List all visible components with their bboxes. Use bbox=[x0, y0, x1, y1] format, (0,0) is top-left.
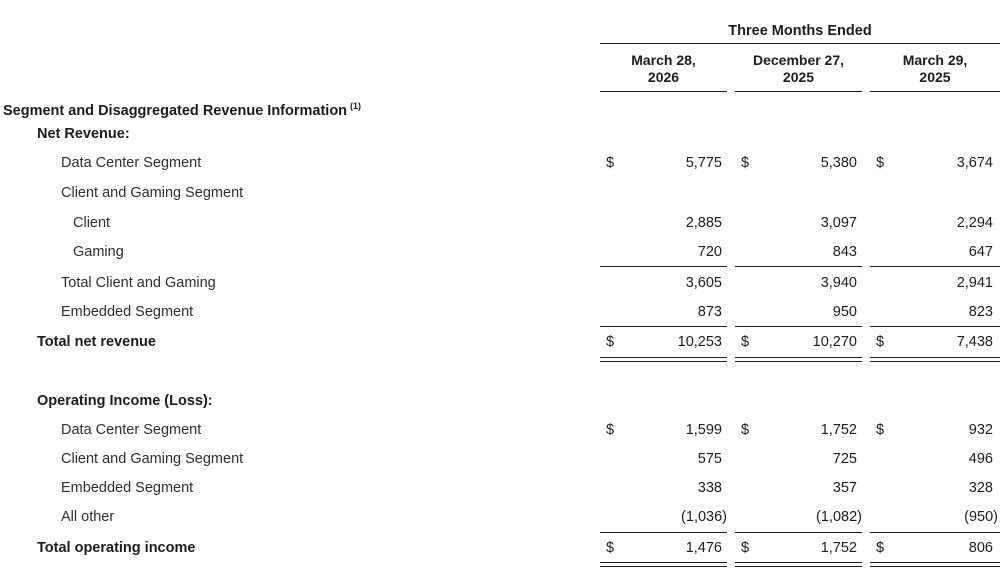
column-header-1 bbox=[600, 52, 727, 88]
total-double-rule bbox=[870, 562, 1000, 567]
subtotal-rule bbox=[735, 266, 862, 267]
currency-symbol: $ bbox=[876, 540, 885, 556]
table-row bbox=[0, 149, 1000, 178]
value-col-1: 720 bbox=[697, 244, 722, 260]
group-header-rule bbox=[600, 43, 1000, 44]
value-col-3: 806 bbox=[968, 540, 993, 556]
operating-income-heading: Operating Income (Loss): bbox=[37, 393, 213, 409]
row-label: Total Client and Gaming bbox=[61, 275, 216, 291]
currency-symbol: $ bbox=[876, 422, 885, 438]
table-row bbox=[0, 416, 1000, 445]
section-title-text: Segment and Disaggregated Revenue Information bbox=[3, 103, 348, 119]
section-footnote-ref: (1) bbox=[350, 101, 362, 111]
currency-symbol: $ bbox=[741, 422, 750, 438]
value-col-3: 823 bbox=[968, 304, 993, 320]
currency-symbol: $ bbox=[741, 334, 750, 350]
value-col-3: 2,941 bbox=[956, 275, 993, 291]
value-col-2: 10,270 bbox=[812, 334, 857, 350]
table-row bbox=[0, 534, 1000, 563]
column-header-1-line2: 2026 bbox=[647, 69, 680, 85]
value-col-2: 843 bbox=[832, 244, 857, 260]
value-col-2: 357 bbox=[832, 480, 857, 496]
table-row bbox=[0, 474, 1000, 503]
column-header-3 bbox=[870, 52, 1000, 88]
value-col-2: 725 bbox=[832, 451, 857, 467]
currency-symbol: $ bbox=[741, 540, 750, 556]
value-col-2: 950 bbox=[832, 304, 857, 320]
total-rule-top bbox=[870, 326, 1000, 327]
row-label: Embedded Segment bbox=[61, 480, 194, 496]
section-title-row bbox=[0, 92, 1000, 121]
value-col-1: 3,605 bbox=[685, 275, 722, 291]
value-col-1: 1,476 bbox=[685, 540, 722, 556]
client-gaming-heading-row bbox=[0, 179, 1000, 208]
total-double-rule bbox=[735, 562, 862, 567]
column-header-2-line1: December 27, bbox=[752, 52, 845, 68]
row-label: All other bbox=[61, 509, 115, 525]
currency-symbol: $ bbox=[876, 155, 885, 171]
row-label: Total operating income bbox=[37, 540, 196, 556]
currency-symbol: $ bbox=[606, 334, 615, 350]
column-header-3-line2: 2025 bbox=[919, 69, 951, 85]
currency-symbol: $ bbox=[606, 540, 615, 556]
value-col-1: 873 bbox=[697, 304, 722, 320]
value-col-1: 1,599 bbox=[685, 422, 722, 438]
row-label: Client and Gaming Segment bbox=[61, 451, 244, 467]
row-label: Data Center Segment bbox=[61, 422, 202, 438]
value-col-2: 3,097 bbox=[820, 215, 857, 231]
column-header-2-line2: 2025 bbox=[782, 69, 815, 85]
currency-symbol: $ bbox=[606, 422, 615, 438]
currency-symbol: $ bbox=[741, 155, 750, 171]
column-header-1-line1: March 28, bbox=[631, 52, 696, 68]
net-revenue-heading-row bbox=[0, 120, 1000, 149]
value-col-1: 5,775 bbox=[685, 155, 722, 171]
subtotal-rule bbox=[870, 266, 1000, 267]
value-col-3: 328 bbox=[968, 480, 993, 496]
value-col-2: 3,940 bbox=[820, 275, 857, 291]
total-rule-top bbox=[735, 326, 862, 327]
table-row bbox=[0, 445, 1000, 474]
value-col-2: 1,752 bbox=[820, 540, 857, 556]
group-header: Three Months Ended bbox=[728, 23, 872, 39]
value-col-1: 338 bbox=[697, 480, 722, 496]
table-row bbox=[0, 503, 1000, 532]
value-col-3: 496 bbox=[968, 451, 993, 467]
value-col-1: 10,253 bbox=[677, 334, 722, 350]
value-col-2: 1,752 bbox=[820, 422, 857, 438]
total-double-rule bbox=[600, 357, 727, 362]
table-row bbox=[0, 328, 1000, 357]
net-revenue-heading: Net Revenue: bbox=[37, 126, 130, 142]
value-col-3: 2,294 bbox=[956, 215, 993, 231]
value-col-1: 2,885 bbox=[685, 215, 722, 231]
total-rule-top bbox=[870, 532, 1000, 533]
row-label: Gaming bbox=[73, 244, 124, 260]
subtotal-rule bbox=[600, 266, 727, 267]
value-col-2: 5,380 bbox=[820, 155, 857, 171]
row-label: Total net revenue bbox=[37, 334, 156, 350]
column-header-3-line1: March 29, bbox=[902, 52, 968, 68]
table-row bbox=[0, 209, 1000, 238]
total-rule-top bbox=[735, 532, 862, 533]
total-double-rule bbox=[870, 357, 1000, 362]
currency-symbol: $ bbox=[606, 155, 615, 171]
total-rule-top bbox=[600, 532, 727, 533]
value-col-3: (950) bbox=[964, 509, 998, 525]
table-row bbox=[0, 238, 1000, 267]
operating-income-heading-row bbox=[0, 387, 1000, 416]
total-double-rule bbox=[735, 357, 862, 362]
row-label: Client bbox=[73, 215, 111, 231]
row-label: Client and Gaming Segment bbox=[61, 185, 244, 201]
row-label: Data Center Segment bbox=[61, 155, 202, 171]
value-col-1: 575 bbox=[697, 451, 722, 467]
total-rule-top bbox=[600, 326, 727, 327]
total-double-rule bbox=[600, 562, 727, 567]
row-label: Embedded Segment bbox=[61, 304, 194, 320]
value-col-1: (1,036) bbox=[681, 509, 727, 525]
table-row bbox=[0, 269, 1000, 298]
value-col-3: 647 bbox=[968, 244, 993, 260]
value-col-3: 3,674 bbox=[956, 155, 993, 171]
value-col-3: 932 bbox=[968, 422, 993, 438]
value-col-2: (1,082) bbox=[816, 509, 862, 525]
value-col-3: 7,438 bbox=[956, 334, 993, 350]
table-row bbox=[0, 298, 1000, 327]
column-header-2 bbox=[735, 52, 862, 88]
currency-symbol: $ bbox=[876, 334, 885, 350]
